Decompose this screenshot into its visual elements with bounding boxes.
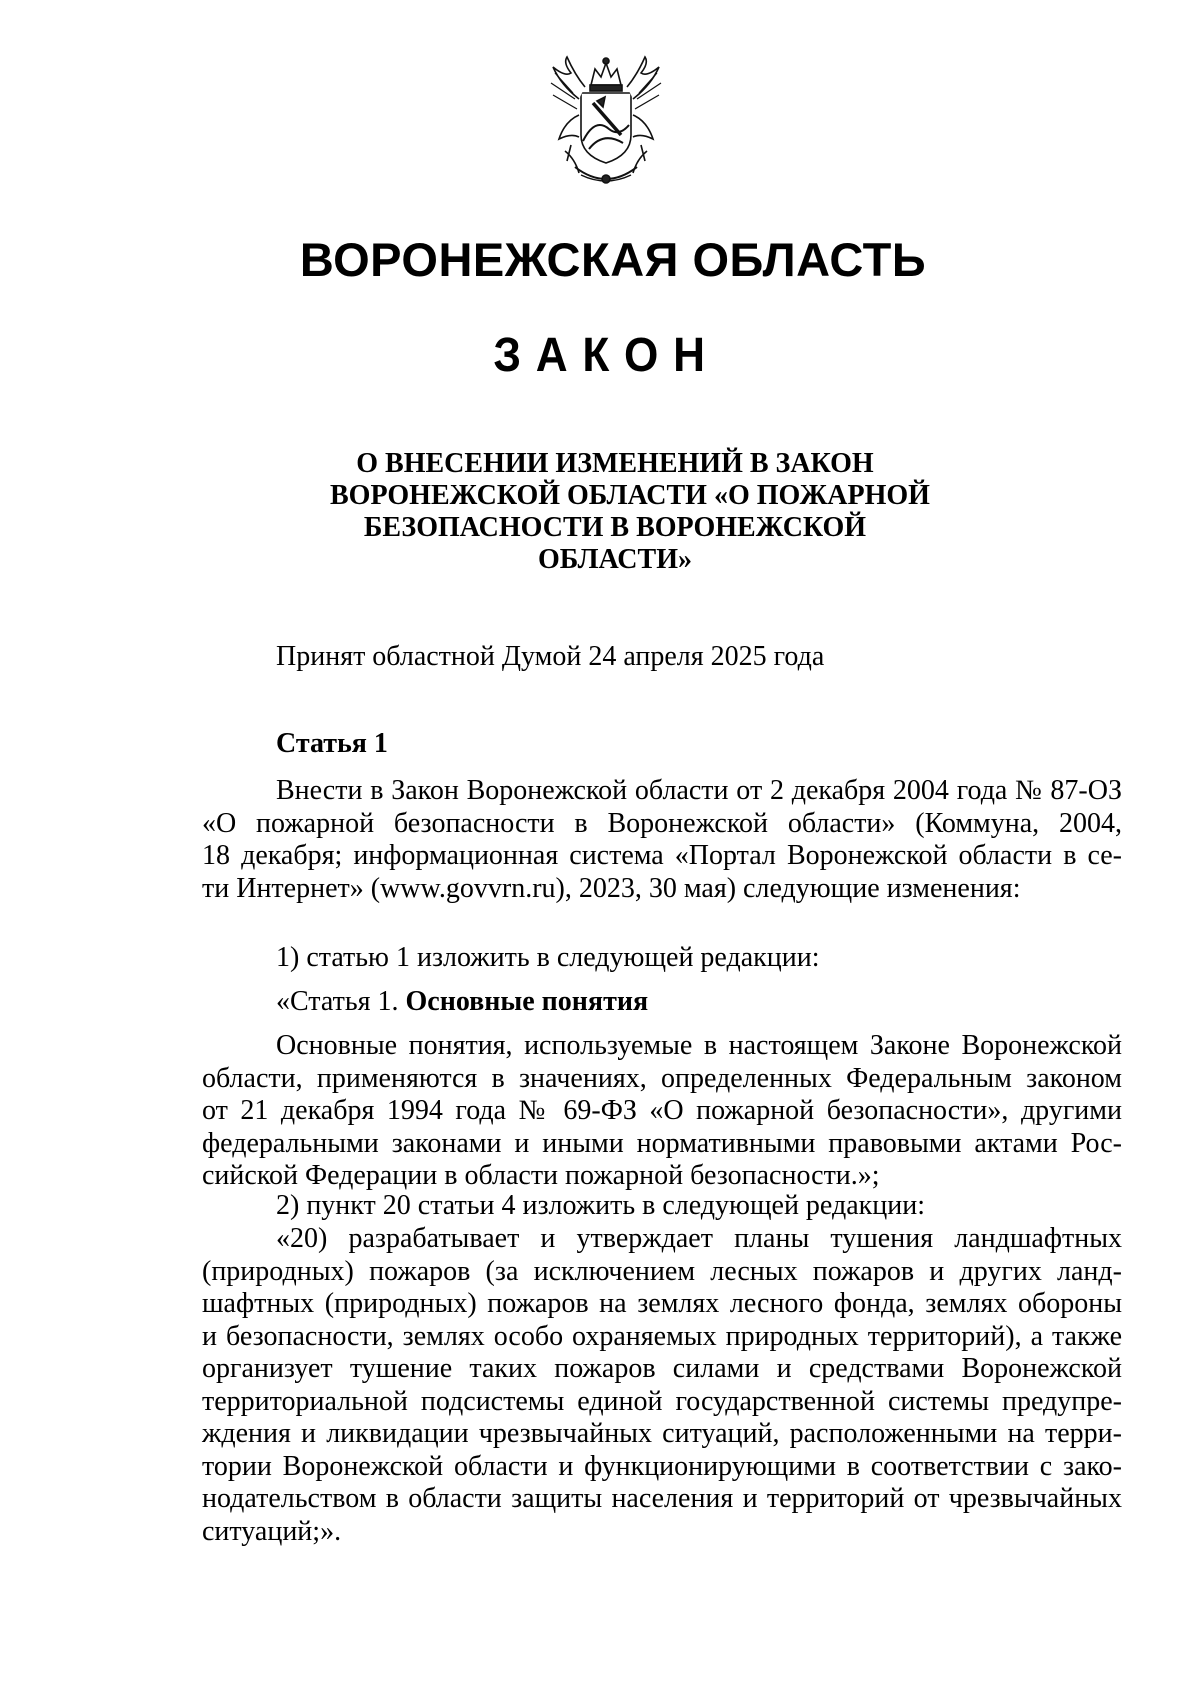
item-1: 1) статью 1 изложить в следующей редакции: [276,942,820,973]
paragraph-line: Внести в Закон Воронежской области от 2 декабря 2004 года № 87-ОЗ [276,775,1122,806]
paragraph-line: территориальной подсистемы единой государственной системы предупре- [202,1385,1122,1417]
law-subject-heading [330,448,930,576]
paragraph-line: организует тушение таких пожаров силами и средствами Воронежской [202,1353,1122,1384]
paragraph-line: 18 декабря; информационная система «Портал Воронежской области в се- [202,840,1122,871]
paragraph-line: нодательством в области защиты населения и территорий от чрезвычайных [202,1483,1122,1514]
paragraph-line: и безопасности, землях особо охраняемых природных территорий), а также [202,1320,1122,1352]
paragraph-line: федеральными законами и иными нормативными правовыми актами Рос- [202,1127,1122,1159]
concepts-paragraph [202,1030,1122,1193]
voronezh-coat-of-arms-icon [545,55,667,193]
item-2-text-paragraph [202,1223,1122,1548]
adoption-note: Принят областной Думой 24 апреля 2025 года [276,641,825,672]
subject-line: БЕЗОПАСНОСТИ В ВОРОНЕЖСКОЙ [363,512,867,543]
subject-line: О ВНЕСЕНИИ ИЗМЕНЕНИЙ В ЗАКОН [356,448,874,479]
paragraph-line: «20) разрабатывает и утверждает планы тушения ландшафтных [276,1223,1122,1254]
paragraph-line: ситуаций;». [202,1515,342,1547]
paragraph-line: Основные понятия, используемые в настоящем Законе Воронежской [276,1030,1122,1061]
paragraph-line: от 21 декабря 1994 года № 69-ФЗ «О пожарной безопасности», другими [202,1095,1122,1126]
subject-line: ВОРОНЕЖСКОЙ ОБЛАСТИ «О ПОЖАРНОЙ [330,480,930,511]
quoted-article-heading [202,986,1196,1019]
quoted-article-prefix: «Статья 1. [276,986,399,1017]
paragraph-line: «О пожарной безопасности в Воронежской области» (Коммуна, 2004, [202,807,1122,839]
paragraph-line: ти Интернет» (www.govvrn.ru), 2023, 30 мая) следующие изменения: [202,872,1021,904]
paragraph-line: шафтных (природных) пожаров на землях лесного фонда, землях обороны [202,1288,1122,1319]
article-intro-paragraph [202,775,1122,905]
paragraph-line: ждения и ликвидации чрезвычайных ситуаций, расположенными на терри- [202,1418,1122,1449]
paragraph-line: области, применяются в значениях, определенных Федеральным законом [202,1062,1122,1094]
quoted-article-title: Основные понятия [405,986,649,1017]
paragraph-line: сийской Федерации в области пожарной безопасности.»; [202,1160,880,1191]
document-type-title: ЗАКОН [493,329,720,382]
paragraph-line: тории Воронежской области и функционирующими в соответствии с зако- [202,1450,1122,1482]
paragraph-line: (природных) пожаров (за исключением лесных пожаров и других ланд- [202,1255,1122,1287]
region-title: ВОРОНЕЖСКАЯ ОБЛАСТЬ [299,233,927,286]
item-2: 2) пункт 20 статьи 4 изложить в следующей редакции: [276,1190,926,1221]
article-heading: Статья 1 [276,728,388,759]
subject-line: ОБЛАСТИ» [538,544,692,575]
